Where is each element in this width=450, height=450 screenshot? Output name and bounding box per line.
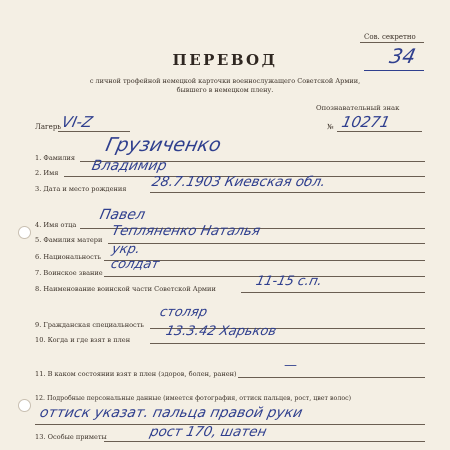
field-13-value: рост 170, шатен (148, 424, 269, 440)
classification-label: Сов. секретно (364, 33, 416, 41)
punch-hole-top (18, 226, 31, 239)
field-11-value: — (282, 358, 299, 373)
field-12-label: 12. Подробные персональные данные (имеется фотография, оттиск пальцев, рост, цвет волос) (35, 395, 352, 402)
field-8-value: 11-15 с.п. (254, 274, 324, 289)
id-number-label: № (327, 123, 334, 131)
id-tag-label: Опознавательный знак (316, 104, 400, 112)
field-12-value: оттиск указат. пальца правой руки (38, 405, 304, 421)
field-13-underline (104, 441, 425, 442)
field-5-label: 5. Фамилия матери (35, 236, 103, 244)
camp-label: Лагерь (35, 123, 62, 131)
id-number-value: 10271 (340, 113, 392, 131)
field-7-label: 7. Воинское звание (35, 269, 103, 277)
field-3-underline (150, 192, 425, 193)
field-8-label: 8. Наименование воинской части Советской Армии (35, 285, 216, 293)
field-3-label: 3. Дата и место рождения (35, 185, 127, 193)
field-10-label: 10. Когда и где взят в плен (35, 336, 131, 344)
field-5-value: Тепляненко Наталья (110, 223, 262, 239)
field-1-value: Грузиченко (103, 134, 224, 156)
field-11-label: 11. В каком состоянии взят в плен (здоров, болен, ранен) (35, 370, 237, 378)
field-6-value: укр. (110, 242, 142, 257)
field-9-value: столяр (158, 305, 209, 320)
field-9-label: 9. Гражданская специальность (35, 321, 144, 329)
field-7-value: солдат (109, 257, 161, 272)
field-3-value: 28.7.1903 Киевская обл. (150, 174, 328, 190)
document-title: ПЕРЕВОД (172, 51, 278, 69)
field-4-label: 4. Имя отца (35, 221, 77, 229)
field-11-underline (238, 377, 425, 378)
field-2-value: Владимир (90, 158, 169, 174)
field-6-label: 6. Национальность (35, 253, 102, 261)
subtitle-line1: с личной трофейной немецкой карточки военнослужащего Советской Армии, (89, 77, 361, 85)
field-8-underline (241, 292, 425, 293)
punch-hole-bottom (18, 399, 31, 412)
field-5-underline (108, 243, 425, 244)
archive-number: 34 (387, 44, 419, 68)
archive-number-underline (364, 70, 424, 71)
field-2-label: 2. Имя (35, 169, 59, 177)
field-10-value: 13.3.42 Харьков (164, 324, 278, 339)
field-4-value: Павел (98, 207, 147, 223)
camp-value: VI-Z (60, 113, 95, 131)
field-10-underline (150, 343, 425, 344)
field-1-label: 1. Фамилия (35, 154, 76, 162)
subtitle-line2: бывшего в немецком плену. (176, 86, 274, 94)
camp-underline (58, 131, 130, 132)
classification-underline (360, 42, 424, 43)
field-13-label: 13. Особые приметы (35, 433, 107, 441)
id-number-underline (337, 131, 422, 132)
